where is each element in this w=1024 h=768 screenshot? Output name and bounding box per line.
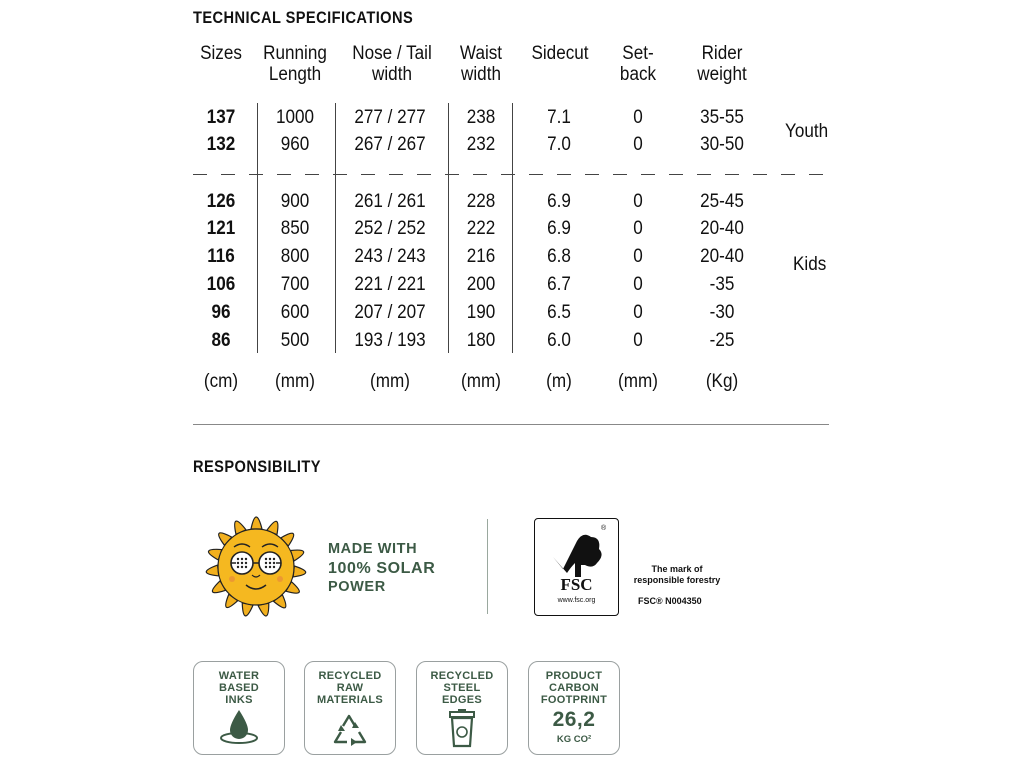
table-cell: -35 [709,274,735,295]
table-cell: 600 [280,302,310,323]
badge-water-based-inks [193,661,285,755]
fsc-url: www.fsc.org [557,597,596,604]
section-divider [193,424,829,425]
table-cell: 243 / 243 [354,246,426,267]
dash-segment [249,174,263,175]
badge-carbon-footprint [528,661,620,755]
column-divider [257,103,258,353]
group-label-youth: Youth [785,121,829,142]
fsc-logo [534,518,619,616]
dash-segment [725,174,739,175]
table-cell: 232 [466,134,496,155]
badge-label: RECYCLED RAW MATERIALS [316,670,384,706]
table-cell: 0 [633,134,643,155]
badge-recycled-raw-materials [304,661,396,755]
dash-segment [697,174,711,175]
dash-segment [613,174,627,175]
size-cell: 116 [207,246,235,267]
table-cell: 238 [466,107,496,128]
unit-label: (mm) [370,371,410,392]
table-cell: 0 [633,330,643,351]
dash-segment [669,174,683,175]
carbon-footprint-unit: KG CO² [556,734,592,745]
specs-title: TECHNICAL SPECIFICATIONS [193,8,414,27]
dash-segment [585,174,599,175]
unit-label: (mm) [618,371,658,392]
header-setback: Set- back [619,43,657,85]
table-cell: 267 / 267 [354,134,426,155]
unit-label: (cm) [203,371,239,392]
dash-segment [193,174,207,175]
dash-segment [389,174,403,175]
table-cell: 960 [280,134,310,155]
table-cell: 193 / 193 [354,330,426,351]
table-cell: 6.0 [547,330,571,351]
table-cell: 6.9 [547,218,571,239]
header-nose-tail-width: Nose / Tail width [352,43,432,85]
dash-segment [333,174,347,175]
table-cell: 0 [633,274,643,295]
size-cell: 121 [206,218,236,239]
table-cell: 0 [633,218,643,239]
carbon-footprint-value: 26,2 [552,708,596,731]
column-divider [448,103,449,353]
table-cell: 6.5 [547,302,571,323]
sun-icon [190,503,322,631]
recycle-icon [329,712,371,748]
dash-segment [809,174,823,175]
table-cell: 500 [280,330,310,351]
unit-label: (mm) [275,371,315,392]
table-cell: 6.7 [547,274,571,295]
dash-segment [305,174,319,175]
column-divider [512,103,513,353]
header-running-length: Running Length [263,43,327,85]
header-sizes: Sizes [200,43,242,64]
badge-label: WATER BASED INKS [218,670,260,706]
table-cell: 700 [280,274,310,295]
size-cell: 96 [211,302,231,323]
table-cell: 277 / 277 [354,107,426,128]
table-cell: 252 / 252 [354,218,426,239]
table-cell: 25-45 [700,191,744,212]
table-cell: 6.8 [547,246,571,267]
table-cell: 221 / 221 [354,274,426,295]
header-waist-width: Waist width [459,43,503,85]
table-cell: 200 [466,274,496,295]
badge-recycled-steel-edges [416,661,508,755]
table-cell: 190 [466,302,496,323]
divider [487,519,488,614]
table-cell: 216 [466,246,496,267]
dash-segment [473,174,487,175]
table-cell: 1000 [275,107,315,128]
unit-label: (m) [546,371,572,392]
size-cell: 132 [206,134,236,155]
table-cell: 35-55 [700,107,744,128]
table-cell: 30-50 [700,134,744,155]
table-cell: 900 [280,191,310,212]
unit-label: (mm) [461,371,501,392]
header-rider-weight: Rider weight [697,43,747,85]
table-cell: 222 [466,218,496,239]
dash-segment [445,174,459,175]
table-cell: 0 [633,302,643,323]
size-cell: 86 [211,330,231,351]
responsibility-title: RESPONSIBILITY [193,457,321,476]
group-label-kids: Kids [793,254,827,275]
recycle-bin-icon [447,708,477,748]
table-cell: 0 [633,191,643,212]
table-cell: 180 [466,330,496,351]
table-cell: 850 [280,218,310,239]
table-cell: 20-40 [700,218,744,239]
dash-segment [641,174,655,175]
table-cell: -30 [709,302,735,323]
table-cell: 7.0 [547,134,571,155]
table-cell: 207 / 207 [354,302,426,323]
dash-segment [221,174,235,175]
dash-segment [557,174,571,175]
table-cell: 800 [280,246,310,267]
table-cell: 228 [466,191,496,212]
size-cell: 137 [206,107,236,128]
table-cell: 6.9 [547,191,571,212]
table-cell: 261 / 261 [354,191,426,212]
table-cell: 20-40 [700,246,744,267]
dash-segment [781,174,795,175]
table-cell: 7.1 [547,107,571,128]
dash-segment [417,174,431,175]
fsc-mark-text: The mark of responsible forestry [633,564,721,585]
fsc-code: FSC® N004350 [638,596,702,606]
unit-label: (Kg) [705,371,739,392]
solar-power-label: MADE WITH 100% SOLAR POWER [328,541,436,595]
badge-label: PRODUCT CARBON FOOTPRINT [540,670,608,706]
registered-icon: ® [601,525,607,532]
table-cell: 0 [633,107,643,128]
column-divider [335,103,336,353]
header-sidecut: Sidecut [531,43,589,64]
dash-segment [277,174,291,175]
fsc-logo-text: FSC [560,575,593,594]
dash-segment [753,174,767,175]
water-drop-icon [218,708,260,746]
dash-segment [361,174,375,175]
badge-label: RECYCLED STEEL EDGES [430,670,494,706]
size-cell: 126 [206,191,236,212]
dash-segment [501,174,515,175]
table-cell: 0 [633,246,643,267]
dash-segment [529,174,543,175]
table-cell: -25 [709,330,735,351]
size-cell: 106 [206,274,236,295]
